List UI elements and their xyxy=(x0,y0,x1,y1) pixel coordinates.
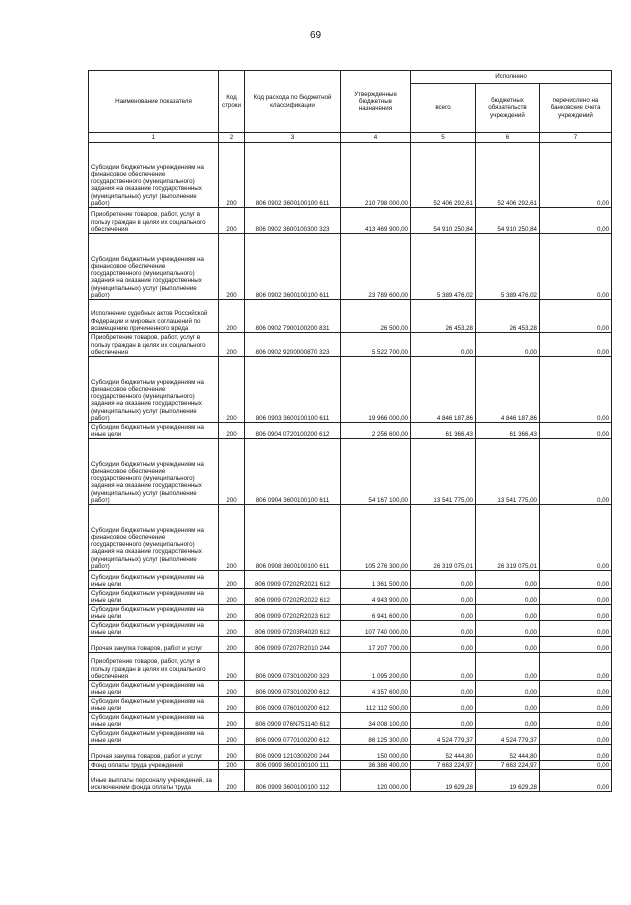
row-approved: 1 361 500,00 xyxy=(341,571,411,589)
row-budget-code: 806 0909 0770100200 612 xyxy=(245,729,341,745)
row-approved: 23 789 600,00 xyxy=(341,234,411,300)
row-name: Прочая закупка товаров, работ и услуг xyxy=(89,745,219,761)
table-row xyxy=(89,143,612,208)
row-line-code: 200 xyxy=(219,681,245,697)
table-row xyxy=(89,439,612,505)
row-bank-transfer: 0,00 xyxy=(540,770,612,792)
row-executed-total: 7 663 224,97 xyxy=(411,761,476,770)
row-line-code: 200 xyxy=(219,333,245,357)
row-approved: 6 941 600,00 xyxy=(341,605,411,621)
row-line-code: 200 xyxy=(219,761,245,770)
row-name: Прочая закупка товаров, работ и услуг xyxy=(89,637,219,653)
row-executed-institutions: 7 663 224,97 xyxy=(476,761,540,770)
table-row xyxy=(89,745,612,761)
row-executed-institutions: 0,00 xyxy=(476,653,540,681)
row-executed-total: 26 319 075,01 xyxy=(411,505,476,571)
table-row xyxy=(89,571,612,589)
row-executed-institutions: 52 406 292,61 xyxy=(476,143,540,208)
row-budget-code: 806 0903 3600100100 611 xyxy=(245,357,341,423)
row-budget-code: 806 0909 07203R4020 612 xyxy=(245,621,341,637)
column-number: 2 xyxy=(219,133,245,143)
row-line-code: 200 xyxy=(219,621,245,637)
header-institutions: бюджетных обязательств учреждений xyxy=(476,84,540,133)
row-budget-code: 806 0908 3600100100 611 xyxy=(245,505,341,571)
row-bank-transfer: 0,00 xyxy=(540,605,612,621)
row-budget-code: 806 0902 3600100100 611 xyxy=(245,234,341,300)
header-budget-code: Код расхода по бюджетной классификации xyxy=(245,71,341,133)
row-executed-total: 52 444,80 xyxy=(411,745,476,761)
row-executed-total: 19 629,28 xyxy=(411,770,476,792)
row-approved: 86 125 300,00 xyxy=(341,729,411,745)
row-name: Субсидии бюджетным учреждениям на иные цели xyxy=(89,589,219,605)
table-row xyxy=(89,605,612,621)
row-executed-institutions: 0,00 xyxy=(476,333,540,357)
row-line-code: 200 xyxy=(219,143,245,208)
table-row xyxy=(89,770,612,792)
row-executed-institutions: 0,00 xyxy=(476,589,540,605)
row-executed-institutions: 4 846 187,86 xyxy=(476,357,540,423)
row-line-code: 200 xyxy=(219,745,245,761)
row-executed-total: 0,00 xyxy=(411,697,476,713)
row-budget-code: 806 0909 07202R2022 612 xyxy=(245,589,341,605)
row-line-code: 200 xyxy=(219,357,245,423)
row-name: Субсидии бюджетным учреждениям на финансовое обеспечение государственного (муниципального) задания на оказание государственных (муниципальных) услуг (выполнение работ) xyxy=(89,143,219,208)
row-approved: 19 966 000,00 xyxy=(341,357,411,423)
row-bank-transfer: 0,00 xyxy=(540,571,612,589)
row-approved: 34 008 100,00 xyxy=(341,713,411,729)
row-executed-total: 13 541 775,00 xyxy=(411,439,476,505)
row-line-code: 200 xyxy=(219,637,245,653)
row-bank-transfer: 0,00 xyxy=(540,143,612,208)
row-executed-total: 0,00 xyxy=(411,589,476,605)
row-bank-transfer: 0,00 xyxy=(540,621,612,637)
row-executed-institutions: 0,00 xyxy=(476,637,540,653)
row-line-code: 200 xyxy=(219,697,245,713)
row-bank-transfer: 0,00 xyxy=(540,300,612,333)
row-executed-institutions: 0,00 xyxy=(476,697,540,713)
row-name: Исполнение судебных актов Российской Федерации и мировых соглашений по возмещению причиненного вреда xyxy=(89,300,219,333)
row-budget-code: 806 0902 3600100300 323 xyxy=(245,208,341,234)
row-budget-code: 806 0909 3600100100 111 xyxy=(245,761,341,770)
row-executed-institutions: 0,00 xyxy=(476,571,540,589)
table-row xyxy=(89,423,612,439)
row-budget-code: 806 0909 07207R2010 244 xyxy=(245,637,341,653)
row-line-code: 200 xyxy=(219,571,245,589)
row-bank-transfer: 0,00 xyxy=(540,234,612,300)
row-approved: 210 798 000,00 xyxy=(341,143,411,208)
row-executed-total: 0,00 xyxy=(411,621,476,637)
row-executed-total: 0,00 xyxy=(411,605,476,621)
table-row xyxy=(89,333,612,357)
row-approved: 2 256 600,00 xyxy=(341,423,411,439)
row-executed-total: 0,00 xyxy=(411,653,476,681)
row-line-code: 200 xyxy=(219,439,245,505)
row-name: Иные выплаты персоналу учреждений, за исключением фонда оплаты труда xyxy=(89,770,219,792)
row-executed-total: 54 910 250,84 xyxy=(411,208,476,234)
row-bank-transfer: 0,00 xyxy=(540,439,612,505)
row-bank-transfer: 0,00 xyxy=(540,745,612,761)
row-bank-transfer: 0,00 xyxy=(540,653,612,681)
row-bank-transfer: 0,00 xyxy=(540,697,612,713)
row-executed-total: 0,00 xyxy=(411,571,476,589)
table-row xyxy=(89,653,612,681)
row-budget-code: 806 0909 0760100200 612 xyxy=(245,697,341,713)
row-executed-total: 0,00 xyxy=(411,333,476,357)
row-name: Субсидии бюджетным учреждениям на иные цели xyxy=(89,605,219,621)
row-approved: 107 740 000,00 xyxy=(341,621,411,637)
column-number: 6 xyxy=(476,133,540,143)
column-number: 5 xyxy=(411,133,476,143)
row-bank-transfer: 0,00 xyxy=(540,357,612,423)
row-executed-institutions: 0,00 xyxy=(476,605,540,621)
table-row xyxy=(89,505,612,571)
row-line-code: 200 xyxy=(219,300,245,333)
column-number: 7 xyxy=(540,133,612,143)
row-approved: 4 943 900,00 xyxy=(341,589,411,605)
table-row xyxy=(89,729,612,745)
row-executed-total: 4 846 187,86 xyxy=(411,357,476,423)
header-approved: Утвержденные бюджетные назначения xyxy=(341,71,411,133)
table-row xyxy=(89,697,612,713)
row-executed-institutions: 19 629,28 xyxy=(476,770,540,792)
row-executed-institutions: 13 541 775,00 xyxy=(476,439,540,505)
row-bank-transfer: 0,00 xyxy=(540,505,612,571)
row-line-code: 200 xyxy=(219,423,245,439)
row-name: Субсидии бюджетным учреждениям на иные цели xyxy=(89,621,219,637)
row-executed-institutions: 4 524 779,37 xyxy=(476,729,540,745)
row-line-code: 200 xyxy=(219,770,245,792)
row-bank-transfer: 0,00 xyxy=(540,637,612,653)
row-line-code: 200 xyxy=(219,589,245,605)
row-name: Субсидии бюджетным учреждениям на иные цели xyxy=(89,697,219,713)
row-approved: 36 386 400,00 xyxy=(341,761,411,770)
row-approved: 4 357 600,00 xyxy=(341,681,411,697)
row-budget-code: 806 0909 3600100100 112 xyxy=(245,770,341,792)
row-budget-code: 806 0904 3600100100 611 xyxy=(245,439,341,505)
row-budget-code: 806 0904 0720100200 612 xyxy=(245,423,341,439)
column-number: 1 xyxy=(89,133,219,143)
row-name: Приобретение товаров, работ, услуг в пользу граждан в целях их социального обеспечения xyxy=(89,208,219,234)
row-budget-code: 806 0909 076N751140 612 xyxy=(245,713,341,729)
header-bank: перечислено на банковские счета учреждений xyxy=(540,84,612,133)
row-approved: 17 207 700,00 xyxy=(341,637,411,653)
row-name: Субсидии бюджетным учреждениям на финансовое обеспечение государственного (муниципального) задания на оказание государственных (муниципальных) услуг (выполнение работ) xyxy=(89,234,219,300)
row-name: Субсидии бюджетным учреждениям на иные цели xyxy=(89,423,219,439)
row-executed-institutions: 5 389 476,02 xyxy=(476,234,540,300)
row-executed-institutions: 0,00 xyxy=(476,681,540,697)
row-name: Приобретение товаров, работ, услуг в пользу граждан в целях их социального обеспечения xyxy=(89,333,219,357)
row-bank-transfer: 0,00 xyxy=(540,681,612,697)
row-line-code: 200 xyxy=(219,505,245,571)
row-executed-institutions: 54 910 250,84 xyxy=(476,208,540,234)
row-name: Субсидии бюджетным учреждениям на финансовое обеспечение государственного (муниципального) задания на оказание государственных (муниципальных) услуг (выполнение работ) xyxy=(89,505,219,571)
budget-execution-table xyxy=(88,70,612,792)
row-budget-code: 806 0909 07202R2021 612 xyxy=(245,571,341,589)
row-budget-code: 806 0902 9200000870 323 xyxy=(245,333,341,357)
row-name: Субсидии бюджетным учреждениям на иные цели xyxy=(89,729,219,745)
row-line-code: 200 xyxy=(219,713,245,729)
column-number: 3 xyxy=(245,133,341,143)
row-approved: 54 167 100,00 xyxy=(341,439,411,505)
row-budget-code: 806 0902 7900100200 831 xyxy=(245,300,341,333)
row-executed-institutions: 0,00 xyxy=(476,713,540,729)
row-approved: 105 276 300,00 xyxy=(341,505,411,571)
header-code: Код строки xyxy=(219,71,245,133)
row-budget-code: 806 0902 3600100100 611 xyxy=(245,143,341,208)
row-executed-total: 26 453,28 xyxy=(411,300,476,333)
row-line-code: 200 xyxy=(219,208,245,234)
row-approved: 5 522 700,00 xyxy=(341,333,411,357)
row-budget-code: 806 0909 0730100200 612 xyxy=(245,681,341,697)
row-bank-transfer: 0,00 xyxy=(540,713,612,729)
column-number: 4 xyxy=(341,133,411,143)
row-executed-total: 52 406 292,61 xyxy=(411,143,476,208)
row-approved: 1 095 200,00 xyxy=(341,653,411,681)
row-bank-transfer: 0,00 xyxy=(540,333,612,357)
row-approved: 120 000,00 xyxy=(341,770,411,792)
row-name: Субсидии бюджетным учреждениям на финансовое обеспечение государственного (муниципального) задания на оказание государственных (муниципальных) услуг (выполнение работ) xyxy=(89,357,219,423)
row-executed-institutions: 26 453,28 xyxy=(476,300,540,333)
header-total: всего xyxy=(411,84,476,133)
table-row xyxy=(89,234,612,300)
header-name: Наименование показателя xyxy=(89,71,219,133)
row-executed-institutions: 52 444,80 xyxy=(476,745,540,761)
table-row xyxy=(89,300,612,333)
row-name: Фонд оплаты труда учреждений xyxy=(89,761,219,770)
row-name: Приобретение товаров, работ, услуг в пользу граждан в целях их социального обеспечения xyxy=(89,653,219,681)
table-row xyxy=(89,621,612,637)
row-bank-transfer: 0,00 xyxy=(540,423,612,439)
row-approved: 26 500,00 xyxy=(341,300,411,333)
header-executed: Исполнено xyxy=(411,71,612,84)
row-executed-institutions: 26 319 075,01 xyxy=(476,505,540,571)
row-budget-code: 806 0909 07202R2023 612 xyxy=(245,605,341,621)
row-executed-total: 0,00 xyxy=(411,713,476,729)
row-bank-transfer: 0,00 xyxy=(540,589,612,605)
row-executed-institutions: 61 366,43 xyxy=(476,423,540,439)
table-row xyxy=(89,357,612,423)
row-bank-transfer: 0,00 xyxy=(540,761,612,770)
row-executed-total: 5 389 476,02 xyxy=(411,234,476,300)
row-approved: 112 112 500,00 xyxy=(341,697,411,713)
row-name: Субсидии бюджетным учреждениям на финансовое обеспечение государственного (муниципального) задания на оказание государственных (муниципальных) услуг (выполнение работ) xyxy=(89,439,219,505)
column-numbers-row xyxy=(89,133,612,143)
table-row xyxy=(89,637,612,653)
row-line-code: 200 xyxy=(219,234,245,300)
row-budget-code: 806 0909 0730100200 323 xyxy=(245,653,341,681)
row-name: Субсидии бюджетным учреждениям на иные цели xyxy=(89,713,219,729)
row-line-code: 200 xyxy=(219,653,245,681)
row-line-code: 200 xyxy=(219,729,245,745)
row-executed-total: 0,00 xyxy=(411,637,476,653)
row-budget-code: 806 0909 1210300200 244 xyxy=(245,745,341,761)
row-executed-total: 61 366,43 xyxy=(411,423,476,439)
row-executed-institutions: 0,00 xyxy=(476,621,540,637)
table-row xyxy=(89,761,612,770)
table-row xyxy=(89,713,612,729)
row-approved: 150 000,00 xyxy=(341,745,411,761)
table-row xyxy=(89,681,612,697)
row-bank-transfer: 0,00 xyxy=(540,729,612,745)
row-executed-total: 4 524 779,37 xyxy=(411,729,476,745)
table-row xyxy=(89,208,612,234)
row-bank-transfer: 0,00 xyxy=(540,208,612,234)
row-approved: 413 469 900,00 xyxy=(341,208,411,234)
row-executed-total: 0,00 xyxy=(411,681,476,697)
row-name: Субсидии бюджетным учреждениям на иные цели xyxy=(89,681,219,697)
page-number: 69 xyxy=(309,30,322,41)
row-name: Субсидии бюджетным учреждениям на иные цели xyxy=(89,571,219,589)
row-line-code: 200 xyxy=(219,605,245,621)
table-row xyxy=(89,589,612,605)
